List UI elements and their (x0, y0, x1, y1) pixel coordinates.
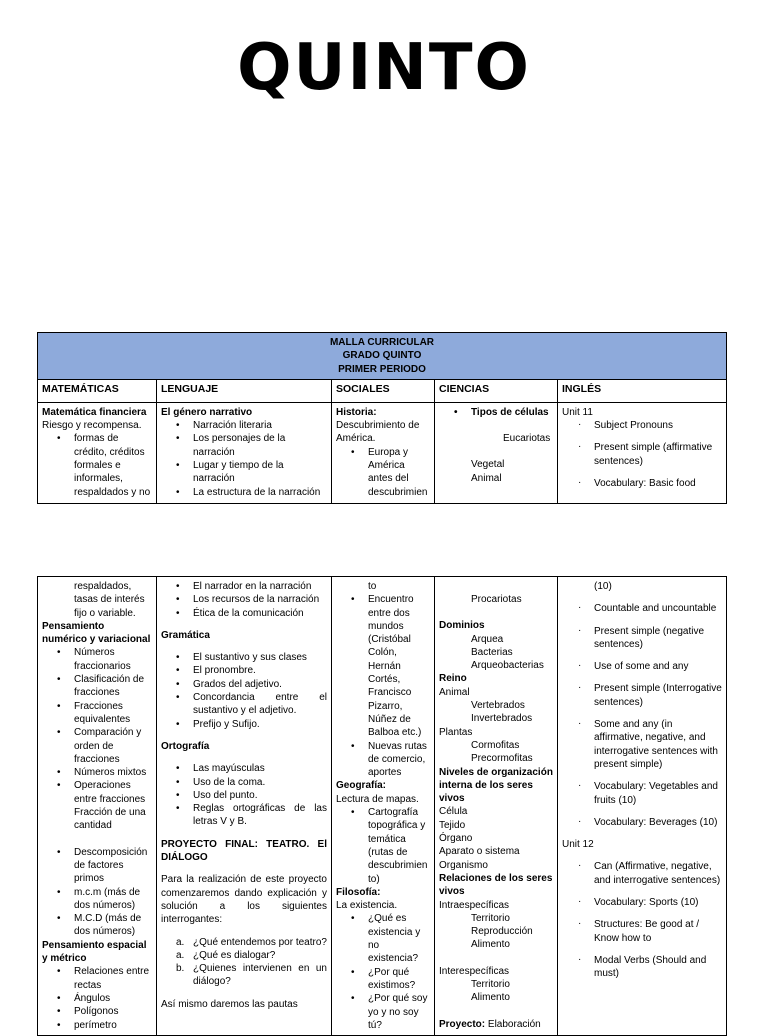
list-item: • El narrador en la narración (193, 580, 327, 593)
text-line: Vegetal (471, 459, 505, 471)
text-line: Alimento (471, 992, 510, 1004)
list-item: · Vocabulary: Vegetables and fruits (10) (578, 780, 718, 806)
column-header-ingles: INGLÉS (558, 379, 727, 402)
list-item: • ¿Por qué soy yo y no soy tú? (368, 992, 430, 1032)
section-heading: El género narrativo (161, 406, 253, 418)
list-item: • perímetro (74, 1019, 152, 1032)
list-item: · Countable and uncountable (578, 602, 717, 615)
column-header-matematicas: MATEMÁTICAS (38, 379, 157, 402)
list-item: · Use of some and any (578, 660, 689, 673)
list-item: • Operaciones entre fracciones Fracción de una cantidad (74, 779, 152, 832)
section-heading: Reino (439, 673, 467, 685)
table-header (38, 333, 727, 380)
table-row (38, 402, 727, 503)
list-item: • La estructura de la narración (193, 486, 327, 499)
bullet-list (439, 406, 553, 419)
list-item: a. ¿Qué es dialogar? (176, 949, 276, 961)
text-line: Arqueobacterias (471, 660, 544, 672)
bullet-list (161, 651, 327, 731)
list-item: • Ángulos (74, 992, 152, 1005)
text-line: Interespecíficas (439, 965, 510, 977)
section-heading: Relaciones de los seres vivos (439, 872, 553, 898)
text-line: Tejido (439, 819, 466, 831)
list-item: • Europa y América antes del descubrimien (368, 446, 430, 499)
list-item: • Lugar y tiempo de la narración (193, 459, 327, 486)
text-line: Arquea (471, 633, 504, 645)
bullet-list (336, 446, 430, 499)
list-item: • Narración literaria (193, 419, 327, 432)
list-item: • Nuevas rutas de comercio, aportes (368, 740, 430, 780)
list-item: • Prefijo y Sufijo. (193, 718, 327, 731)
list-item: • Los recursos de la narración (193, 593, 327, 606)
bullet-list (42, 646, 152, 938)
header-line-3: PRIMER PERIODO (338, 363, 426, 375)
list-item: • Concordancia entre el sustantivo y el adjetivo. (193, 691, 327, 718)
list-item: · Can (Affirmative, negative, and interrogative sentences) (578, 860, 721, 886)
list-item: • Reglas ortográficas de las letras V y B. (193, 802, 327, 829)
list-item: • Uso de la coma. (193, 776, 327, 789)
section-heading: Dominios (439, 620, 485, 632)
column-header-lenguaje: LENGUAJE (157, 379, 332, 402)
list-item: • ¿Por qué existimos? (368, 966, 430, 993)
list-item: • Ética de la comunicación (193, 607, 327, 620)
text-line: Vertebrados (471, 700, 525, 712)
list-item: • Comparación y orden de fracciones (74, 726, 152, 766)
text-line: Procariotas (471, 594, 522, 605)
list-item: • El pronombre. (193, 664, 327, 677)
list-item: • Uso del punto. (193, 789, 327, 802)
list-item: • Descomposición de factores primos (74, 846, 152, 886)
text-line: (10) (594, 581, 612, 592)
text-line: Proyecto: Elaboración (439, 1018, 541, 1030)
cell-ciencias (435, 577, 558, 1036)
bullet-list (161, 762, 327, 828)
bullet-list (161, 419, 327, 499)
list-item: · Subject Pronouns (578, 419, 673, 432)
paragraph: Para la realización de este proyecto comenzaremos dando explicación y solución a los siguientes interrogantes: (161, 874, 327, 926)
list-item: • Números mixtos (74, 766, 152, 779)
list-item: • Encuentro entre dos mundos (Cristóbal Colón, Hernán Cortés, Francisco Pizarro, Núñez de Balboa etc.) (368, 593, 430, 739)
cell-lenguaje (157, 402, 332, 503)
curriculum-table-page1 (37, 332, 727, 504)
text-line: Organismo (439, 859, 488, 871)
list-item: • ¿Qué es existencia y no existencia? (368, 912, 430, 965)
bullet-list (42, 432, 152, 498)
table-header-row (38, 333, 727, 380)
list-item: • m.c.m (más de dos números) (74, 886, 152, 913)
list-item: · Vocabulary: Basic food (578, 477, 696, 490)
column-header-ciencias: CIENCIAS (435, 379, 558, 402)
list-item: · Structures: Be good at / Know how to (578, 918, 700, 944)
bullet-list (42, 965, 152, 1031)
text-line: Eucariotas (503, 433, 551, 445)
list-item: · Vocabulary: Sports (10) (578, 896, 699, 909)
list-item: • Polígonos (74, 1005, 152, 1018)
bullet-list (336, 912, 430, 1032)
curriculum-table-page2 (37, 576, 727, 1036)
list-item: • Clasificación de fracciones (74, 673, 152, 700)
list-item: • Relaciones entre rectas (74, 965, 152, 992)
list-item: • Fracciones equivalentes (74, 700, 152, 727)
list-item: · Some and any (in affirmative, negative, and interrogative sentences with present simple) (578, 718, 718, 770)
list-item: b. ¿Quienes intervienen en un diálogo? (176, 963, 327, 988)
text-line: Territorio (471, 979, 510, 991)
cell-lenguaje (157, 577, 332, 1036)
text-line: Cormofitas (471, 739, 520, 751)
text-line: Descubrimiento de América. (336, 420, 420, 445)
unit-label: Unit 12 (562, 839, 594, 851)
text-line: Animal (439, 686, 470, 698)
section-heading: Pensamiento numérico y variacional (42, 620, 151, 646)
header-line-2: GRADO QUINTO (342, 350, 422, 362)
cell-sociales (332, 577, 435, 1036)
list-item: • Cartografía topográfica y temática (rutas de descubrimien to) (368, 806, 430, 886)
cell-ingles (558, 577, 727, 1036)
text-line: Intraespecíficas (439, 899, 510, 911)
list-item: a. ¿Qué entendemos por teatro? (176, 936, 327, 948)
list-item: · Present simple (affirmative sentences) (578, 441, 713, 467)
text-line: Célula (439, 806, 468, 818)
section-heading: PROYECTO FINAL: TEATRO. El DIÁLOGO (161, 838, 327, 864)
text-line: Plantas (439, 726, 473, 738)
cell-sociales (332, 402, 435, 503)
text-line: Alimento (471, 939, 510, 951)
section-heading: Matemática financiera (42, 406, 147, 418)
text-line: Lectura de mapas. (336, 793, 419, 805)
text-line: Bacterias (471, 646, 513, 658)
section-heading: Pensamiento espacial y métrico (42, 939, 147, 965)
list-item: • Tipos de células (471, 406, 553, 419)
column-header-sociales: SOCIALES (332, 379, 435, 402)
list-item: • Grados del adjetivo. (193, 678, 327, 691)
unit-label: Unit 11 (562, 406, 593, 418)
section-heading: Geografía: (336, 780, 387, 792)
text-line: La existencia. (336, 900, 398, 912)
list-item: • Los personajes de la narración (193, 432, 327, 459)
list-item: · Present simple (negative sentences) (578, 624, 705, 650)
list-item: • formas de crédito, créditos formales e informales, respaldados y no (74, 432, 152, 498)
list-item: • Las mayúsculas (193, 762, 327, 775)
list-item: • Números fraccionarios (74, 646, 152, 673)
cell-matematicas (38, 577, 157, 1036)
cell-ciencias (435, 402, 558, 503)
section-heading: Ortografía (161, 740, 210, 752)
text-line: Aparato o sistema (439, 846, 520, 858)
text-line: to (368, 581, 377, 592)
paragraph: Así mismo daremos las pautas (161, 998, 298, 1010)
section-heading: Filosofía: (336, 886, 381, 898)
text-line: Riesgo y recompensa. (42, 420, 142, 432)
section-heading: Historia: (336, 406, 377, 418)
list-item: • El sustantivo y sus clases (193, 651, 327, 664)
section-heading: Niveles de organización interna de los seres vivos (439, 766, 553, 805)
list-item: · Present simple (Interrogative sentences) (578, 682, 722, 708)
text-line: respaldados, tasas de interés fijo o variable. (74, 581, 145, 619)
text-line: Animal (471, 472, 502, 484)
page-title: QUINTO (237, 31, 531, 105)
column-header-row (38, 379, 727, 402)
question-list (161, 936, 327, 989)
text-line: Territorio (471, 912, 510, 924)
bullet-list (161, 580, 327, 620)
table-row (38, 577, 727, 1036)
list-item: • M.C.D (más de dos números) (74, 912, 152, 939)
bullet-list (336, 806, 430, 886)
text-line: Reproducción (471, 926, 533, 938)
cell-ingles (558, 402, 727, 503)
section-heading: Gramática (161, 629, 210, 641)
text-line: Precormofitas (471, 753, 533, 765)
cell-matematicas (38, 402, 157, 503)
list-item: · Modal Verbs (Should and must) (578, 953, 707, 980)
text-line: Invertebrados (471, 713, 533, 725)
list-item: · Vocabulary: Beverages (10) (578, 815, 718, 828)
bullet-list (336, 593, 430, 779)
text-line: Órgano (439, 833, 473, 845)
header-line-1: MALLA CURRICULAR (329, 337, 435, 348)
